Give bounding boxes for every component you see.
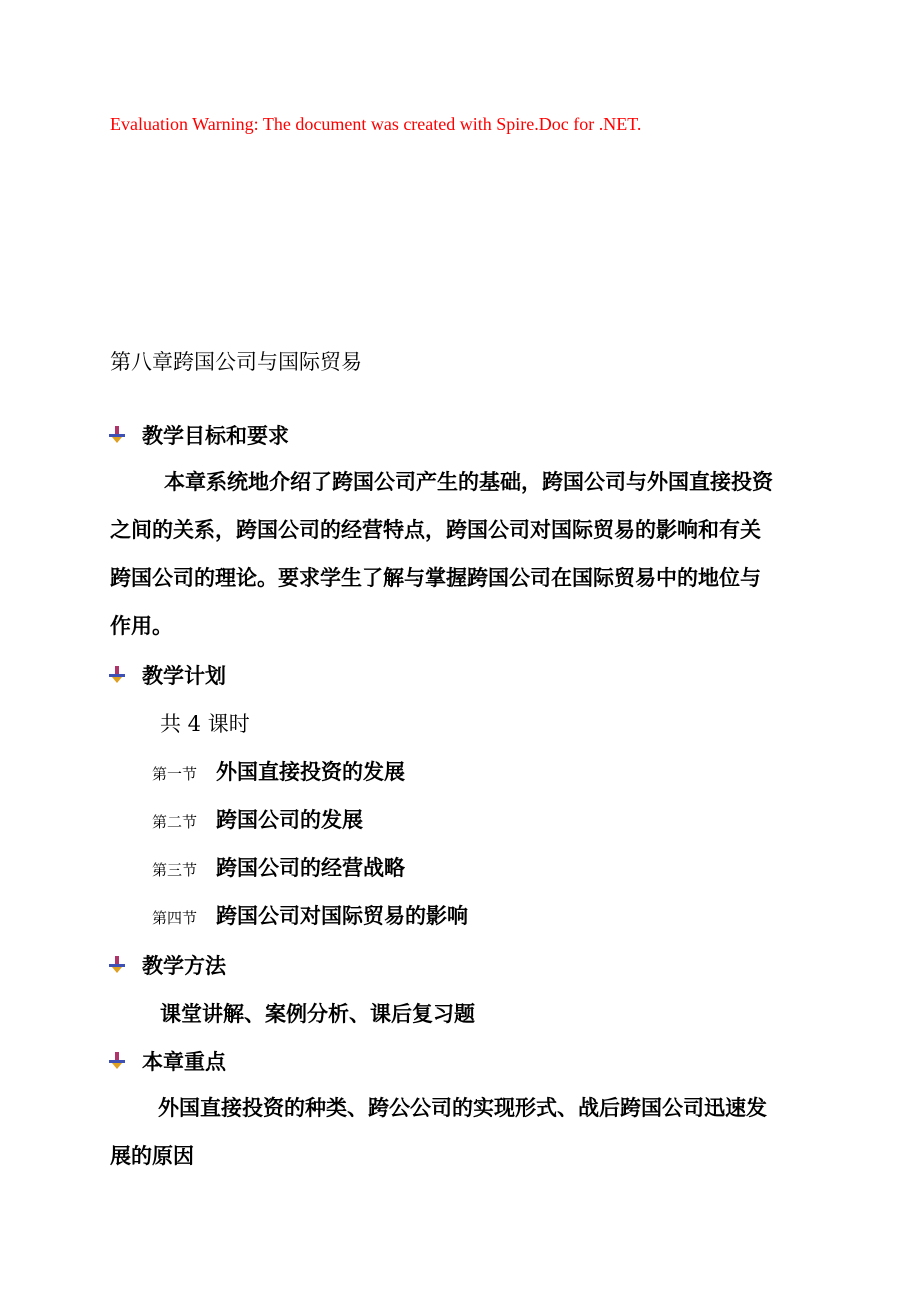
arrow-down-bullet-icon — [108, 665, 126, 685]
plan-item-title: 外国直接投资的发展 — [216, 759, 405, 784]
plan-total-hours: 共 4 课时 — [160, 712, 250, 736]
heading-methods-text: 教学方法 — [142, 953, 226, 978]
arrow-down-bullet-icon — [108, 955, 126, 975]
heading-plan — [108, 660, 226, 690]
plan-item — [152, 804, 363, 834]
plan-item-title: 跨国公司的发展 — [216, 807, 363, 832]
plan-item — [152, 900, 468, 930]
key-points-body: 外国直接投资的种类、跨公公司的实现形式、战后跨国公司迅速发展的原因 — [110, 1095, 767, 1168]
heading-key-points-text: 本章重点 — [142, 1049, 226, 1074]
arrow-down-bullet-icon — [108, 425, 126, 445]
objectives-paragraph — [110, 458, 780, 650]
heading-plan-text: 教学计划 — [142, 663, 226, 688]
key-points-paragraph — [110, 1084, 780, 1180]
heading-objectives-text: 教学目标和要求 — [142, 423, 289, 448]
heading-methods — [108, 950, 226, 980]
heading-key-points — [108, 1046, 226, 1076]
plan-item-title: 跨国公司的经营战略 — [216, 855, 405, 880]
heading-objectives — [108, 420, 289, 450]
plan-item-label: 第三节 — [152, 861, 198, 879]
objectives-body: 本章系统地介绍了跨国公司产生的基础，跨国公司与外国直接投资之间的关系，跨国公司的经营特点，跨国公司对国际贸易的影响和有关跨国公司的理论。要求学生了解与掌握跨国公司在国际贸易中的地位与作用。 — [110, 469, 773, 638]
plan-item-label: 第一节 — [152, 765, 198, 783]
plan-item-label: 第四节 — [152, 909, 198, 927]
plan-item-title: 跨国公司对国际贸易的影响 — [216, 903, 468, 928]
plan-item — [152, 852, 405, 882]
evaluation-warning: Evaluation Warning: The document was created with Spire.Doc for .NET. — [110, 114, 642, 134]
plan-item-label: 第二节 — [152, 813, 198, 831]
methods-body: 课堂讲解、案例分析、课后复习题 — [160, 1001, 475, 1026]
plan-item — [152, 756, 405, 786]
chapter-title: 第八章跨国公司与国际贸易 — [110, 350, 362, 374]
arrow-down-bullet-icon — [108, 1051, 126, 1071]
